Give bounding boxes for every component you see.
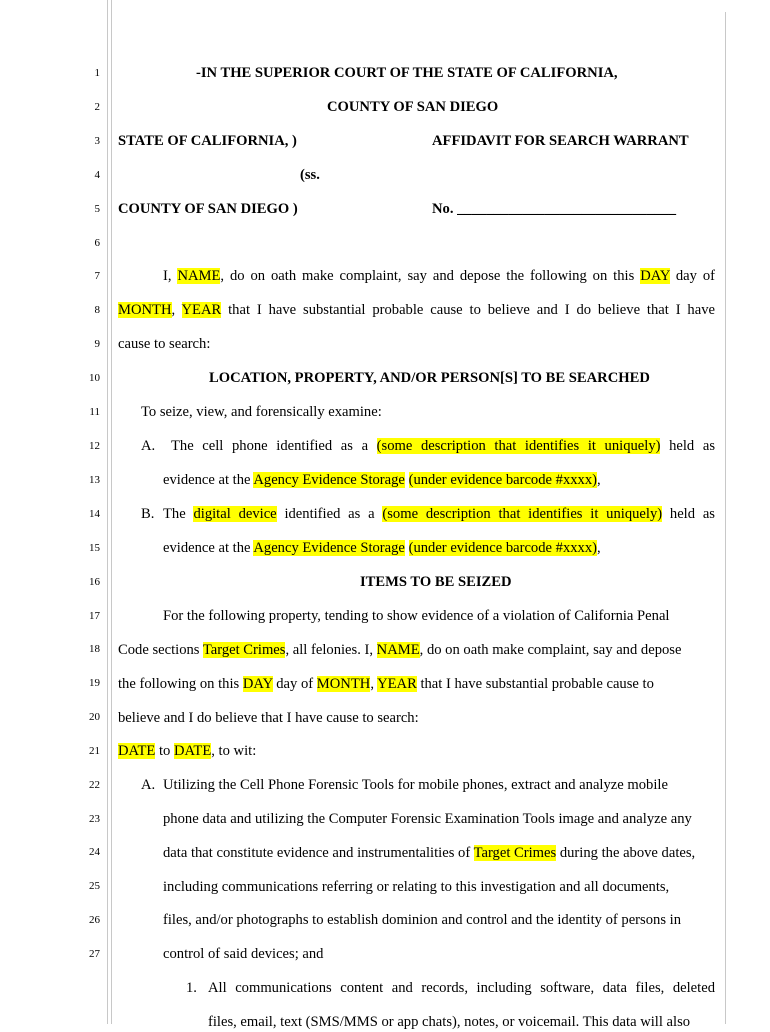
placeholder-name: NAME <box>376 642 420 658</box>
line-number: 9 <box>94 338 100 350</box>
right-margin-rule <box>725 12 726 1024</box>
line-number: 16 <box>89 576 100 588</box>
line-number: 12 <box>89 440 100 452</box>
line-number: 6 <box>94 237 100 249</box>
items-line-19: the following on this DAY day of MONTH, YEAR that I have substantial probable cause to <box>118 676 654 692</box>
items-line-22: Utilizing the Cell Phone Forensic Tools for mobile phones, extract and analyze mobile <box>163 777 668 793</box>
placeholder-month: MONTH <box>118 302 172 318</box>
line-number: 19 <box>89 677 100 689</box>
placeholder-description: (some description that identifies it uniquely) <box>376 438 661 454</box>
left-margin-rule <box>107 0 108 1024</box>
placeholder-date-end: DATE <box>173 743 212 759</box>
line-number: 2 <box>94 101 100 113</box>
placeholder-day: DAY <box>640 268 670 284</box>
line-number: 4 <box>94 169 100 181</box>
county-caption: COUNTY OF SAN DIEGO ) <box>118 201 298 217</box>
items-line-20: believe and I do believe that I have cause to search: <box>118 710 419 726</box>
line-number: 24 <box>89 846 100 858</box>
placeholder-storage: Agency Evidence Storage <box>253 540 405 556</box>
placeholder-year: YEAR <box>181 302 222 318</box>
placeholder-description: (some description that identifies it uniquely) <box>382 506 663 522</box>
placeholder-target-crimes: Target Crimes <box>202 642 286 658</box>
line-number: 15 <box>89 542 100 554</box>
state-caption: STATE OF CALIFORNIA, ) <box>118 133 297 149</box>
line-number: 5 <box>94 203 100 215</box>
line-number: 11 <box>89 406 100 418</box>
case-number-field: No. ______________________________ <box>432 201 677 217</box>
court-heading: -IN THE SUPERIOR COURT OF THE STATE OF CALIFORNIA, <box>196 65 618 81</box>
section-heading-location: LOCATION, PROPERTY, AND/OR PERSON[S] TO BE SEARCHED <box>209 370 650 386</box>
line-number: 8 <box>94 304 100 316</box>
placeholder-day: DAY <box>242 676 273 692</box>
item-a-line-2: evidence at the Agency Evidence Storage (under evidence barcode #xxxx), <box>163 472 601 488</box>
line-number: 20 <box>89 711 100 723</box>
placeholder-name: NAME <box>177 268 221 284</box>
document-title: AFFIDAVIT FOR SEARCH WARRANT <box>432 133 689 149</box>
placeholder-month: MONTH <box>316 676 371 692</box>
items-line-27: control of said devices; and <box>163 946 324 962</box>
placeholder-storage: Agency Evidence Storage <box>253 472 405 488</box>
intro-line-3: cause to search: <box>118 336 211 352</box>
placeholder-device: digital device <box>193 506 277 522</box>
item-b-marker: B. <box>141 506 155 522</box>
items-line-26: files, and/or photographs to establish dominion and control and the identity of persons in <box>163 912 681 928</box>
items-line-18: Code sections Target Crimes, all felonies. I, NAME, do on oath make complaint, say and depose <box>118 642 682 658</box>
line-number: 18 <box>89 643 100 655</box>
line-number: 14 <box>89 508 100 520</box>
line-number: 1 <box>94 67 100 79</box>
line-number: 27 <box>89 948 100 960</box>
section-heading-items: ITEMS TO BE SEIZED <box>360 574 512 590</box>
item-b-line-2: evidence at the Agency Evidence Storage (under evidence barcode #xxxx), <box>163 540 601 556</box>
line-number: 7 <box>94 270 100 282</box>
left-margin-rule-inner <box>111 0 112 1024</box>
sub-item-1-marker: 1. <box>186 980 197 996</box>
items-a-marker: A. <box>141 777 156 793</box>
line-number: 25 <box>89 880 100 892</box>
sub-item-1-line-1: All communications content and records, including software, data files, deleted <box>208 980 715 996</box>
line-number: 3 <box>94 135 100 147</box>
items-line-25: including communications referring or relating to this investigation and all documents, <box>163 879 670 895</box>
items-line-17: For the following property, tending to show evidence of a violation of California Penal <box>163 608 670 624</box>
intro-line-1: I, NAME, do on oath make complaint, say and depose the following on this DAY day of <box>163 268 715 284</box>
line-number: 10 <box>89 372 100 384</box>
items-line-23: phone data and utilizing the Computer Forensic Examination Tools image and analyze any <box>163 811 692 827</box>
sub-item-1-line-2: files, email, text (SMS/MMS or app chats), notes, or voicemail. This data will also <box>208 1014 691 1030</box>
seize-lead: To seize, view, and forensically examine: <box>141 404 382 420</box>
line-number: 17 <box>89 610 100 622</box>
line-number: 22 <box>89 779 100 791</box>
placeholder-year: YEAR <box>377 676 417 692</box>
county-heading: COUNTY OF SAN DIEGO <box>327 99 499 115</box>
placeholder-target-crimes: Target Crimes <box>473 845 557 861</box>
item-a-line-1: The cell phone identified as a (some description that identifies it uniquely) held as <box>171 438 715 454</box>
intro-line-2: MONTH, YEAR that I have substantial probable cause to believe and I do believe that I have <box>118 302 715 318</box>
line-number: 13 <box>89 474 100 486</box>
placeholder-date-start: DATE <box>118 743 156 759</box>
items-line-24: data that constitute evidence and instrumentalities of Target Crimes during the above dates, <box>163 845 696 861</box>
item-b-line-1: The digital device identified as a (some description that identifies it uniquely) held as <box>163 506 715 522</box>
item-a-marker: A. <box>141 438 156 454</box>
items-line-21: DATE to DATE, to wit: <box>118 743 257 759</box>
placeholder-barcode: (under evidence barcode #xxxx) <box>408 540 597 556</box>
ss-caption: (ss. <box>300 167 320 183</box>
line-number: 23 <box>89 813 100 825</box>
line-number: 26 <box>89 914 100 926</box>
placeholder-barcode: (under evidence barcode #xxxx) <box>408 472 597 488</box>
line-number: 21 <box>89 745 100 757</box>
